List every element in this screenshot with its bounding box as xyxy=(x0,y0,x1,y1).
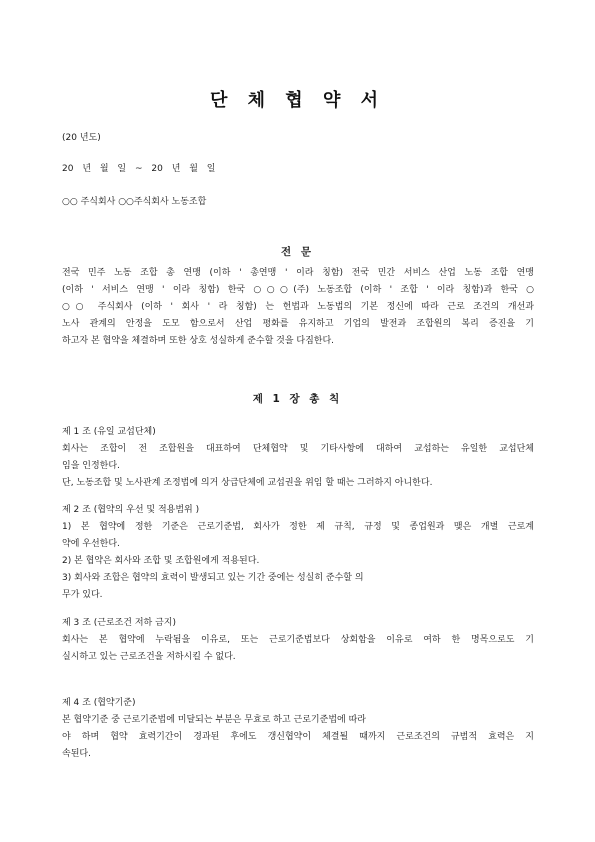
article-line: 본 협약기준 중 근로기준법에 미달되는 부분은 무효로 하고 근로기준법에 따라 xyxy=(62,715,366,725)
preamble-line: ○○ 주식회사 (이하 ' 회사 ' 라 칭함) 는 헌법과 노동법의 기본 정신에 따라 근로 조건의 개선과 xyxy=(62,302,534,312)
preamble-paragraph xyxy=(62,267,534,352)
chapter-heading: 제 1 장 총 칙 xyxy=(252,393,343,405)
article-line: 임을 인정한다. xyxy=(62,461,120,471)
article-line: 야 하며 협약 효력기간이 경과된 후에도 갱신협약이 체결될 때까지 근로조건의 규범적 효력은 지 xyxy=(62,732,534,742)
article-line: 약에 우선한다. xyxy=(62,539,120,549)
article-line: 1) 본 협약에 정한 기준은 근로기준법, 회사가 정한 제 규칙, 규정 및 종업원과 맺은 개별 근로계 xyxy=(62,522,534,532)
article-line: 속된다. xyxy=(62,749,91,759)
year-note: (20 년도) xyxy=(62,133,101,143)
article-line: 단, 노동조합 및 노사관계 조정법에 의거 상급단체에 교섭권을 위임 할 때는 그러하지 아니한다. xyxy=(62,478,433,488)
article-line: 실시하고 있는 근로조건을 저하시킬 수 없다. xyxy=(62,652,236,662)
preamble-line: 하고자 본 협약을 체결하며 또한 상호 성실하게 준수할 것을 다짐한다. xyxy=(62,336,335,346)
article-body xyxy=(62,521,534,606)
article-line: 회사는 조합이 전 조합원을 대표하여 단체협약 및 기타사항에 대하여 교섭하는 유일한 교섭단체 xyxy=(62,444,534,454)
document-title: 단 체 협 약 서 xyxy=(209,90,385,111)
preamble-line: 전국 민주 노동 조합 총 연맹 (이하 ' 총연맹 ' 이라 칭함) 전국 민간 서비스 산업 노동 조합 연맹 xyxy=(62,268,534,278)
article-body xyxy=(62,443,534,494)
article-title: 제 3 조 (근로조건 저하 금지) xyxy=(62,618,176,628)
article-line: 무가 있다. xyxy=(62,590,103,600)
article-title: 제 4 조 (협약기준) xyxy=(62,698,136,708)
agreement-period: 20 년 월 일 ~ 20 년 월 일 xyxy=(62,164,216,174)
article-body xyxy=(62,634,534,668)
preamble-line: (이하 ' 서비스 연맹 ' 이라 칭함) 한국 ○○○(주) 노동조합 (이하 ' 조합 ' 이라 칭함)과 한국 ○ xyxy=(62,285,534,295)
article-line: 회사는 본 협약에 누락됨을 이유로, 또는 근로기준법보다 상회함을 이유로 여하 한 명목으로도 기 xyxy=(62,635,534,645)
preamble-heading: 전 문 xyxy=(281,246,314,258)
article-line: 3) 회사와 조합은 협약의 효력이 발생되고 있는 기간 중에는 성실히 준수할 의 xyxy=(62,573,364,583)
article-title: 제 2 조 (협약의 우선 및 적용범위 ) xyxy=(62,505,200,515)
article-body xyxy=(62,714,534,765)
contracting-parties: ○○ 주식회사 ○○주식회사 노동조합 xyxy=(62,197,207,207)
preamble-line: 노사 관계의 안정을 도모 함으로서 산업 평화를 유지하고 기업의 발전과 조합원의 복리 증진을 기 xyxy=(62,319,534,329)
article-line: 2) 본 협약은 회사와 조합 및 조합원에게 적용된다. xyxy=(62,556,260,566)
article-title: 제 1 조 (유일 교섭단체) xyxy=(62,427,156,437)
